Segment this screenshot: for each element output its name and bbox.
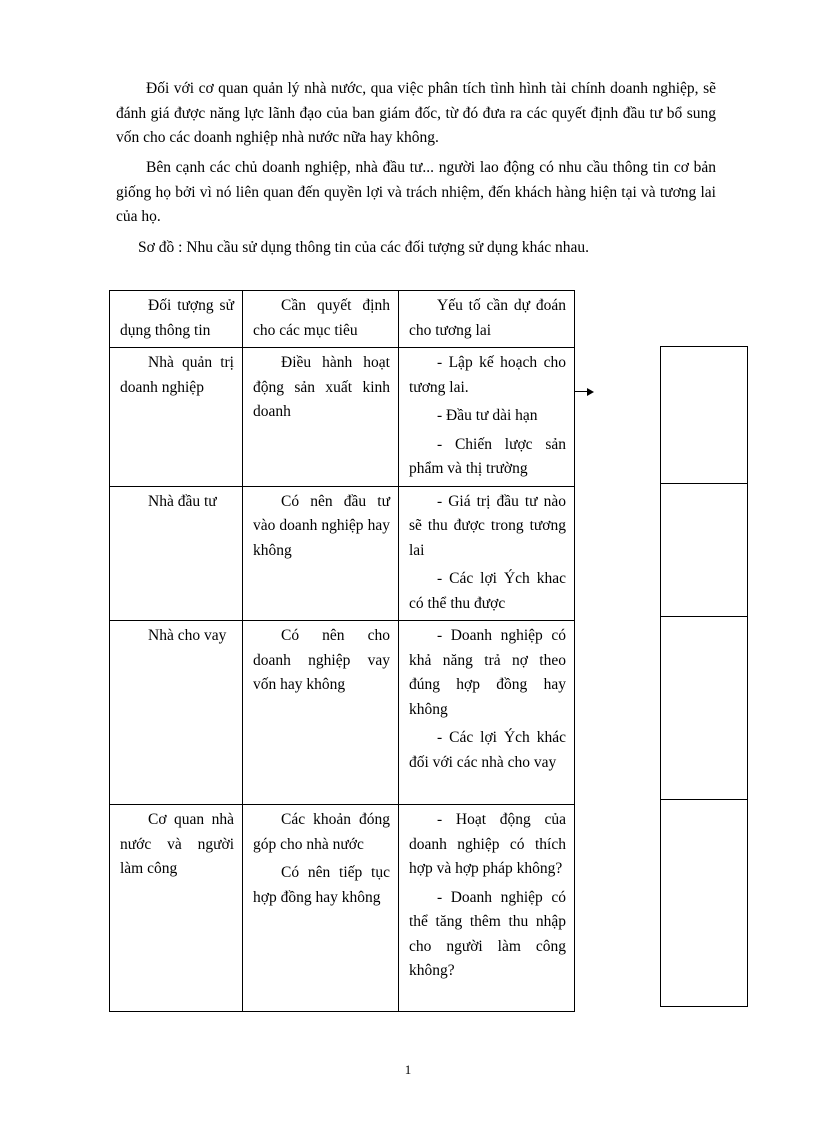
side-box <box>660 799 748 1007</box>
table-row <box>110 348 575 487</box>
table-row <box>110 805 575 1012</box>
cell-forecast: - Lập kế hoạch cho tương lai. - Đầu tư dài hạn - Chiến lược sản phẩm và thị trường <box>399 348 575 487</box>
diagram-caption: Sơ đồ : Nhu cầu sử dụng thông tin của các đối tượng sử dụng khác nhau. <box>138 239 589 256</box>
table-row <box>110 621 575 805</box>
header-subject: Đối tượng sử dụng thông tin <box>110 291 243 348</box>
information-needs-table <box>109 290 575 1012</box>
cell-subject: Nhà cho vay <box>110 621 243 805</box>
side-box <box>660 616 748 799</box>
cell-forecast: - Giá trị đầu tư nào sẽ thu được trong tương lai - Các lợi Ých khac có thể thu được <box>399 486 575 621</box>
cell-forecast: - Hoạt động của doanh nghiệp có thích hợp và hợp pháp không? - Doanh nghiệp có thể tăng thêm thu nhập cho người làm công không? <box>399 805 575 1012</box>
side-box <box>660 483 748 616</box>
table-header-row <box>110 291 575 348</box>
cell-subject: Cơ quan nhà nước và người làm công <box>110 805 243 1012</box>
header-forecast: Yếu tố cần dự đoán cho tương lai <box>399 291 575 348</box>
cell-decision: Có nên đầu tư vào doanh nghiệp hay không <box>243 486 399 621</box>
cell-subject: Nhà đầu tư <box>110 486 243 621</box>
header-decision: Cần quyết định cho các mục tiêu <box>243 291 399 348</box>
cell-forecast: - Doanh nghiệp có khả năng trả nợ theo đúng hợp đồng hay không - Các lợi Ých khác đối với các nhà cho vay <box>399 621 575 805</box>
cell-decision: Điều hành hoạt động sản xuất kinh doanh <box>243 348 399 487</box>
cell-subject: Nhà quản trị doanh nghiệp <box>110 348 243 487</box>
arrow-right-icon <box>575 391 593 393</box>
cell-decision: Có nên cho doanh nghiệp vay vốn hay không <box>243 621 399 805</box>
cell-decision: Các khoản đóng góp cho nhà nước Có nên tiếp tục hợp đồng hay không <box>243 805 399 1012</box>
paragraph-employees: Bên cạnh các chủ doanh nghiệp, nhà đầu tư... người lao động có nhu cầu thông tin cơ bản giống họ bởi vì nó liên quan đến quyền lợi và trách nhiệm, đến khách hàng hiện tại và tương lai của họ. <box>116 159 716 225</box>
page-number: 1 <box>404 1062 412 1077</box>
paragraph-state-agency: Đối với cơ quan quản lý nhà nước, qua việc phân tích tình hình tài chính doanh nghiệp, sẽ đánh giá được năng lực lãnh đạo của ban giám đốc, từ đó đưa ra các quyết định đầu tư bổ sung vốn cho các doanh nghiệp nhà nước nữa hay không. <box>116 80 716 146</box>
side-box <box>660 346 748 483</box>
table-row <box>110 486 575 621</box>
